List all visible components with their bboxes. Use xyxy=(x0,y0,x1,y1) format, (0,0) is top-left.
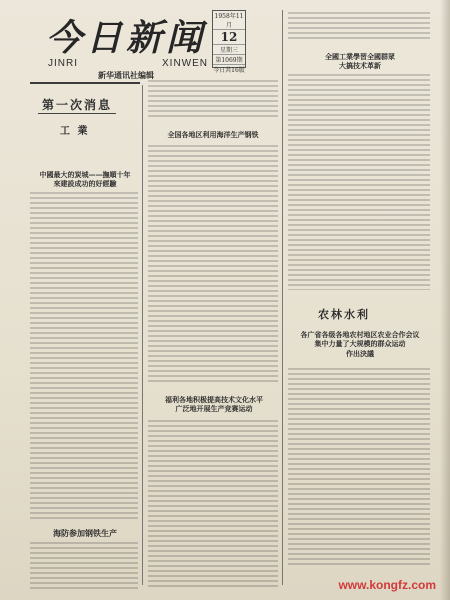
section-first-news: 第一次消息 xyxy=(38,96,116,114)
masthead xyxy=(28,10,288,80)
headline-right-top: 全國工業學習全國群眾 大搞技术革新 xyxy=(325,52,395,71)
headline-mid-bottom: 福利各地积极提高技术文化水平 广泛地开展生产竞赛运动 xyxy=(165,395,263,414)
masthead-pinyin xyxy=(48,58,208,69)
article-body-right xyxy=(288,74,430,290)
article-body-left xyxy=(30,192,138,522)
pinyin-right: XINWEN xyxy=(162,58,208,69)
section-agriculture: 农林水利 xyxy=(318,308,370,321)
issue-note: 今日共16版 xyxy=(213,67,245,74)
watermark: www.kongfz.com xyxy=(338,578,436,592)
article-body-right-top xyxy=(288,12,430,42)
masthead-subtitle: 新华通讯社编辑 xyxy=(98,70,154,80)
masthead-rule xyxy=(30,82,140,84)
pinyin-left: JINRI xyxy=(48,58,78,69)
headline-right-bottom: 各广省各级各地农村地区农业合作会议 集中力量了大规模的群众运动 作出決議 xyxy=(300,330,420,358)
photo-edge-shadow xyxy=(440,0,450,600)
article-body-left-bottom xyxy=(30,542,138,592)
article-body-mid xyxy=(148,145,278,385)
issue-weekday: 星期三 xyxy=(213,45,245,55)
headline-left-bottom: 海防参加钢铁生产 xyxy=(53,528,117,538)
article-body-right-bottom xyxy=(288,368,430,568)
masthead-title: 今日新闻 xyxy=(46,17,207,59)
headline-mid-top: 全国各地区利用海洋生产钢铁 xyxy=(167,130,259,139)
column-divider-1 xyxy=(142,85,143,585)
issue-date: 1958年11月 xyxy=(214,13,244,29)
issue-number: 第1069期 xyxy=(213,55,245,65)
headline-left-top: 中國最大的炭城——撫順十年 來建設成功的好經驗 xyxy=(39,170,131,189)
section-industry: 工 業 xyxy=(60,126,90,137)
article-body-mid-bottom xyxy=(148,420,278,590)
issue-info-box xyxy=(212,10,246,74)
issue-day: 12 xyxy=(213,30,245,45)
article-body-mid-top xyxy=(148,80,278,120)
column-divider-2 xyxy=(282,10,283,585)
